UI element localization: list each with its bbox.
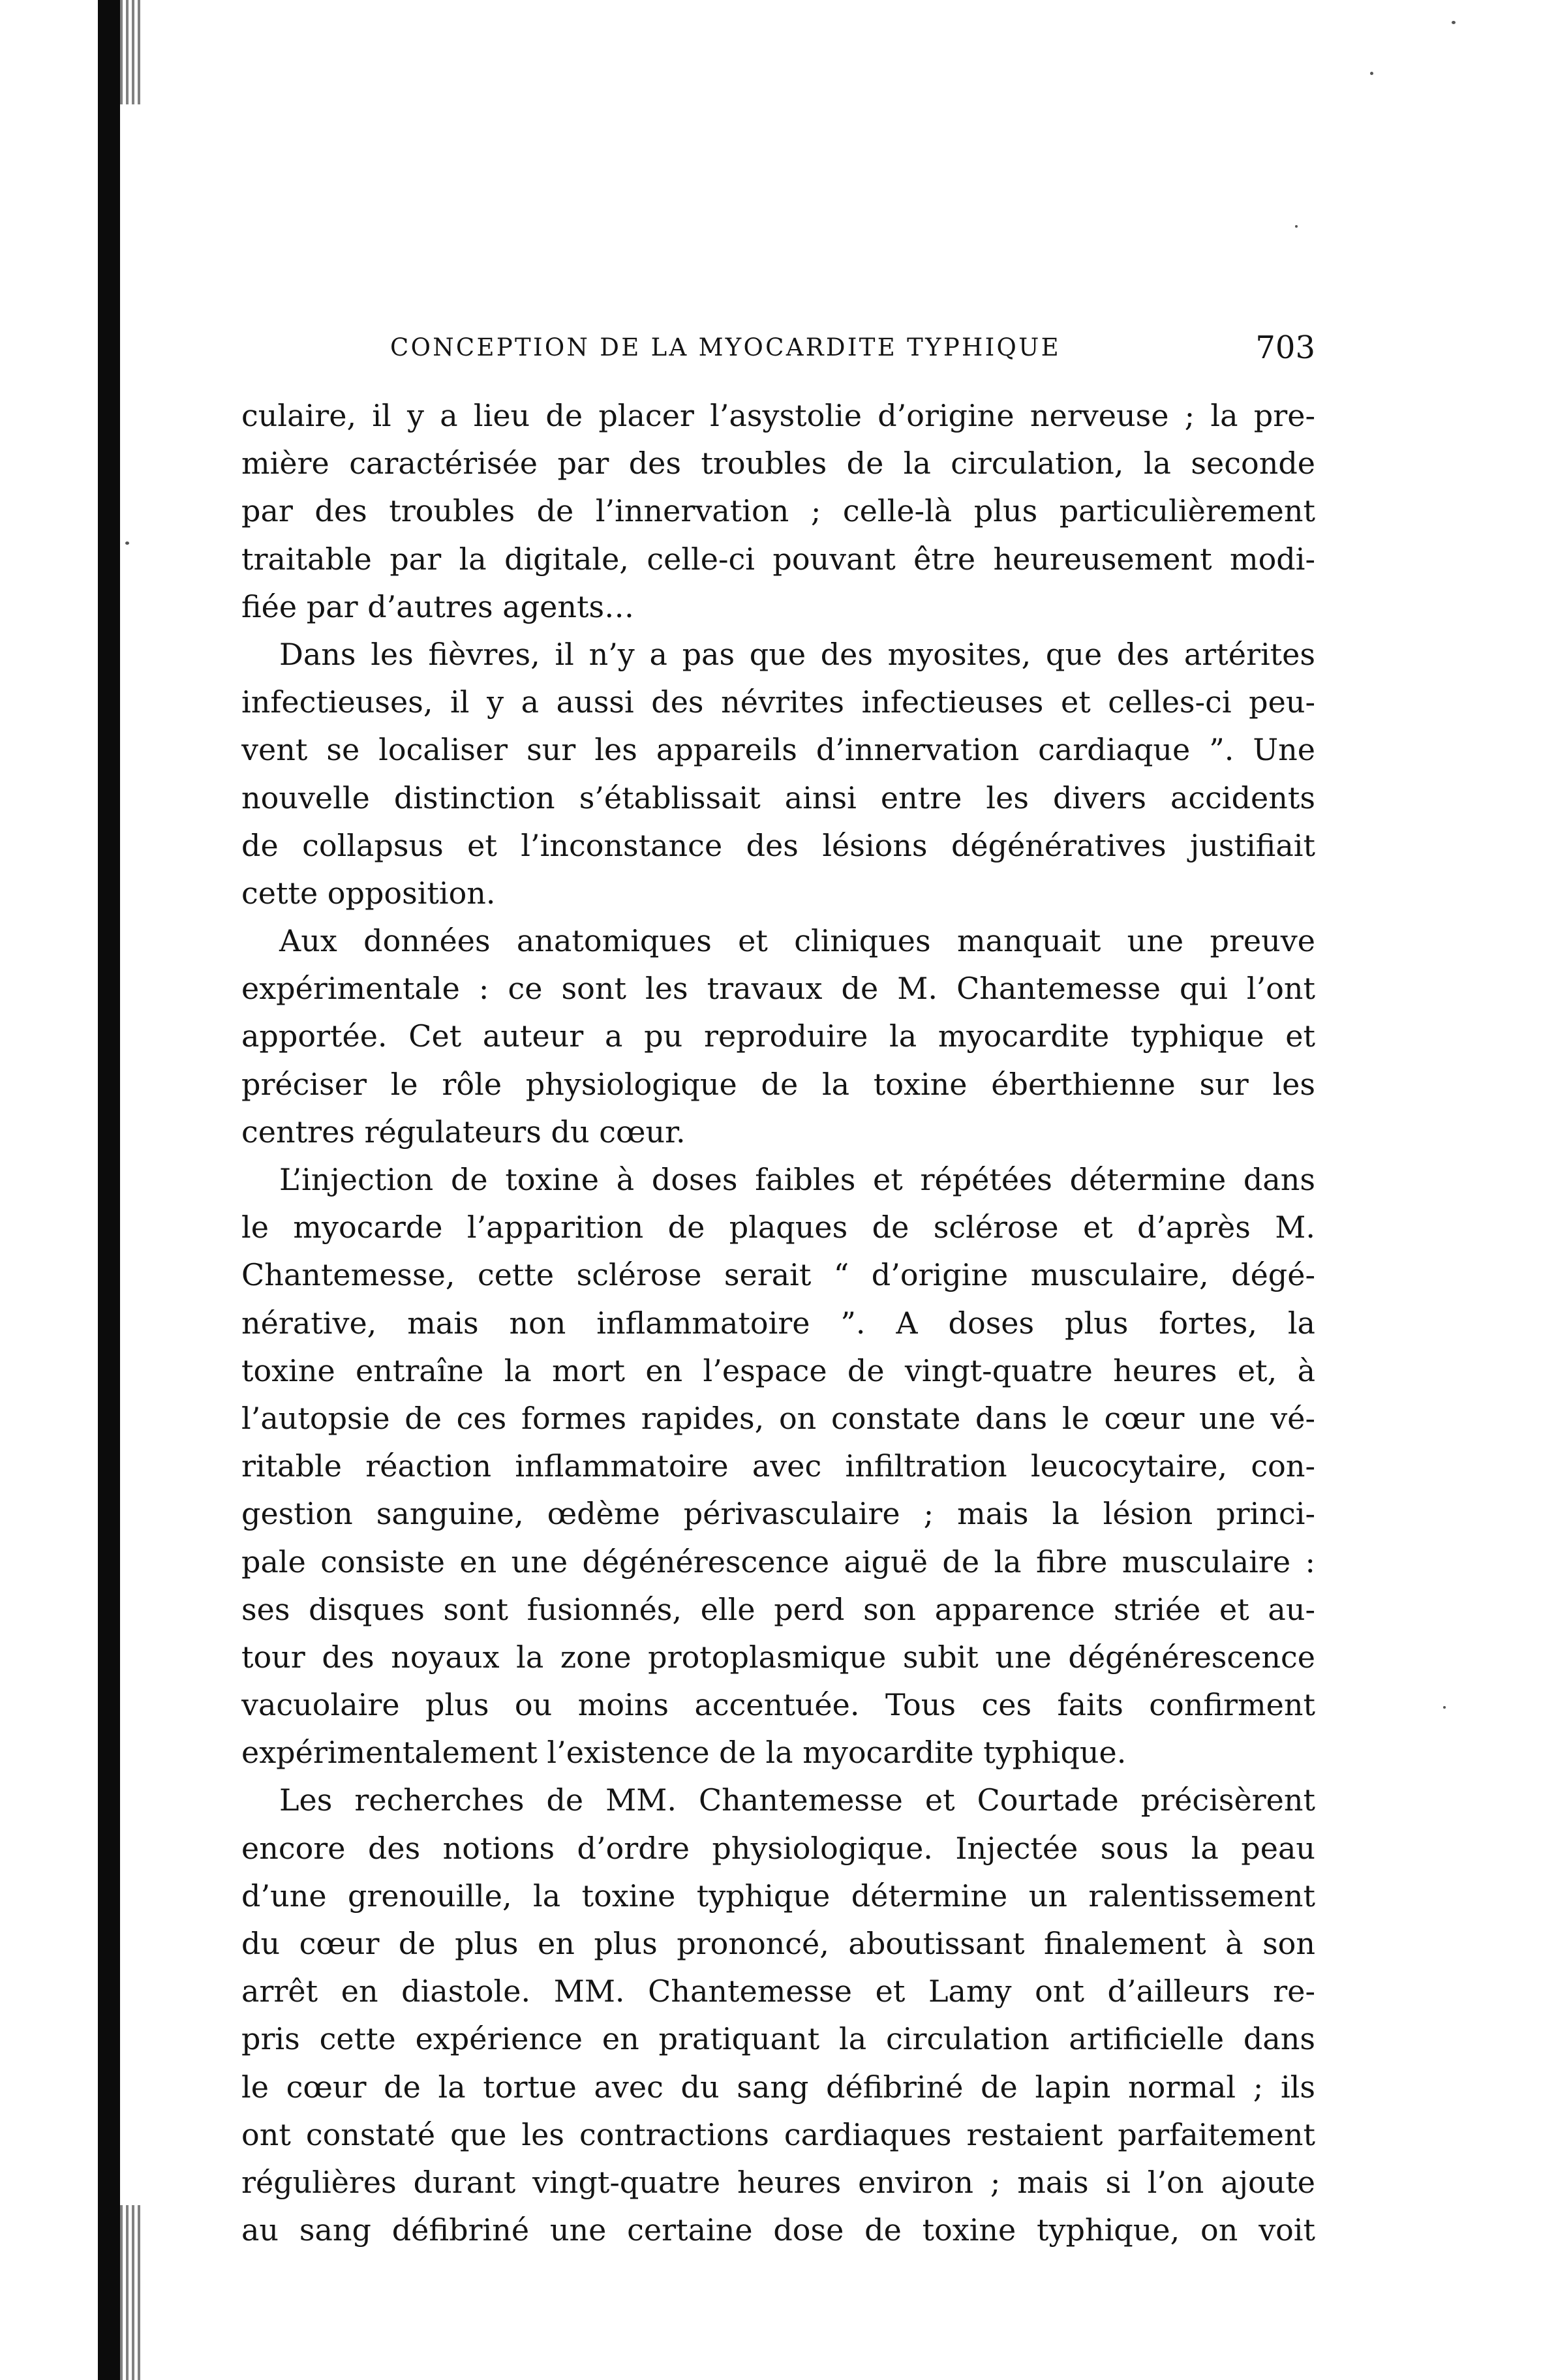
text-line: mière caractérisée par des troubles de la circulation, la seconde <box>241 446 1315 481</box>
text-line: par des troubles de l’innervation ; celle-là plus particulièrement <box>241 493 1315 529</box>
text-line: au sang défibriné une certaine dose de toxine typhique, on voit <box>241 2212 1315 2248</box>
text-line: ritable réaction inflammatoire avec infiltration leucocytaire, con- <box>241 1448 1315 1484</box>
page-binding-edge <box>98 0 120 2380</box>
running-title: CONCEPTION DE LA MYOCARDITE TYPHIQUE <box>390 333 1061 361</box>
text-line: le cœur de la tortue avec du sang défibriné de lapin normal ; ils <box>241 2069 1315 2105</box>
running-head <box>390 325 1315 371</box>
paragraph-first-line: L’injection de toxine à doses faibles et répétées détermine dans <box>279 1162 1315 1197</box>
text-line: encore des notions d’ordre physiologique. Injectée sous la peau <box>241 1830 1315 1866</box>
scan-speck <box>1443 1706 1446 1709</box>
text-line: expérimentale : ce sont les travaux de M. Chantemesse qui l’ont <box>241 971 1315 1007</box>
text-line: apportée. Cet auteur a pu reproduire la myocardite typhique et <box>241 1018 1315 1054</box>
binding-shadow-bottom <box>120 2205 142 2380</box>
text-line: traitable par la digitale, celle-ci pouvant être heureusement modi- <box>241 541 1315 577</box>
scan-speck <box>1370 72 1373 75</box>
text-line: vacuolaire plus ou moins accentuée. Tous ces faits confirment <box>241 1687 1315 1723</box>
text-line: vent se localiser sur les appareils d’innervation cardiaque ”. Une <box>241 732 1315 768</box>
text-line: fiée par d’autres agents… <box>241 588 635 624</box>
text-line: ses disques sont fusionnés, elle perd son apparence striée et au- <box>241 1591 1315 1627</box>
paragraph-first-line: Dans les fièvres, il n’y a pas que des myosites, que des artérites <box>279 636 1315 672</box>
text-line: cette opposition. <box>241 875 496 911</box>
text-line: tour des noyaux la zone protoplasmique subit une dégénérescence <box>241 1639 1315 1675</box>
text-line: l’autopsie de ces formes rapides, on constate dans le cœur une vé- <box>241 1400 1315 1436</box>
binding-shadow-top <box>120 0 142 104</box>
scan-speck <box>1452 21 1456 24</box>
text-line: le myocarde l’apparition de plaques de sclérose et d’après M. <box>241 1210 1315 1245</box>
text-line: gestion sanguine, œdème périvasculaire ; mais la lésion princi- <box>241 1496 1315 1532</box>
text-line: culaire, il y a lieu de placer l’asystolie d’origine nerveuse ; la pre- <box>241 398 1315 433</box>
text-line: infectieuses, il y a aussi des névrites infectieuses et celles-ci peu- <box>241 684 1315 720</box>
text-line: du cœur de plus en plus prononcé, aboutissant finalement à son <box>241 1926 1315 1961</box>
text-line: nouvelle distinction s’établissait ainsi entre les divers accidents <box>241 780 1315 816</box>
text-line: nérative, mais non inflammatoire ”. A doses plus fortes, la <box>241 1305 1315 1341</box>
text-line: régulières durant vingt-quatre heures environ ; mais si l’on ajoute <box>241 2164 1315 2200</box>
text-line: préciser le rôle physiologique de la toxine éberthienne sur les <box>241 1066 1315 1102</box>
text-line: centres régulateurs du cœur. <box>241 1114 686 1150</box>
text-line: Chantemesse, cette sclérose serait “ d’origine musculaire, dégé- <box>241 1257 1315 1293</box>
paragraph-first-line: Aux données anatomiques et cliniques manquait une preuve <box>279 923 1315 959</box>
page-number: 703 <box>1255 329 1315 366</box>
text-line: expérimentalement l’existence de la myocardite typhique. <box>241 1735 1127 1771</box>
paragraph-first-line: Les recherches de MM. Chantemesse et Courtade précisèrent <box>279 1782 1315 1818</box>
text-line: d’une grenouille, la toxine typhique détermine un ralentissement <box>241 1878 1315 1914</box>
text-line: ont constaté que les contractions cardiaques restaient parfaitement <box>241 2116 1315 2152</box>
text-line: arrêt en diastole. MM. Chantemesse et Lamy ont d’ailleurs re- <box>241 1974 1315 2009</box>
text-line: pris cette expérience en pratiquant la circulation artificielle dans <box>241 2021 1315 2057</box>
scan-speck <box>1295 225 1298 228</box>
text-line: toxine entraîne la mort en l’espace de vingt-quatre heures et, à <box>241 1352 1315 1388</box>
text-line: pale consiste en une dégénérescence aiguë de la fibre musculaire : <box>241 1544 1315 1579</box>
text-line: de collapsus et l’inconstance des lésions dégénératives justifiait <box>241 827 1315 863</box>
scan-speck <box>125 542 129 545</box>
body-text <box>241 392 1315 2254</box>
